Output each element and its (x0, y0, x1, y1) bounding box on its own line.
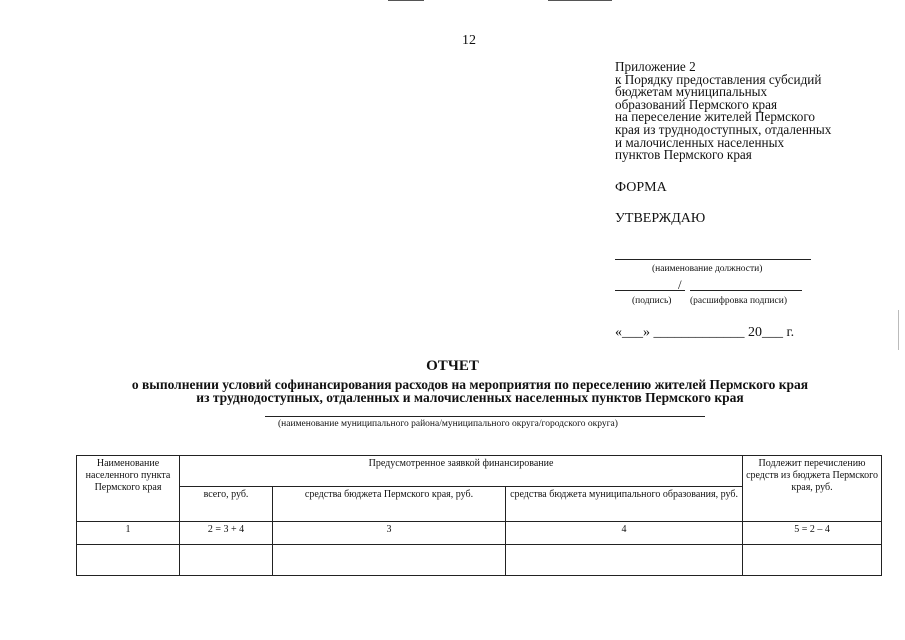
municipality-caption: (наименование муниципального района/муниципального округа/городского округа) (278, 419, 618, 429)
top-rule-right (548, 0, 612, 1)
page-number: 12 (462, 33, 476, 48)
column-number: 1 (77, 522, 180, 545)
document-title: ОТЧЕТ (426, 358, 479, 374)
position-line (615, 259, 811, 260)
subtitle-line: из труднодоступных, отдаленных и малочисленных населенных пунктов Пермского края (196, 390, 744, 405)
table-numbering-row (77, 522, 882, 545)
header-total: всего, руб. (180, 487, 273, 522)
appendix-line: края из труднодоступных, отдаленных (615, 121, 832, 137)
signature-caption: (подпись) (632, 296, 672, 306)
signature-decoding-caption: (расшифровка подписи) (690, 296, 787, 306)
table-cell (77, 545, 180, 576)
signature-decoding-line (690, 290, 802, 291)
subtitle-line: о выполнении условий софинансирования расходов на мероприятия по переселению жителей Пермского края (131, 377, 809, 392)
position-caption: (наименование должности) (652, 264, 763, 274)
appendix-line: на переселение жителей Пермского (615, 109, 816, 125)
table-cell (743, 545, 882, 576)
table-header-row (77, 456, 882, 487)
municipality-line (265, 416, 705, 417)
appendix-block (615, 61, 885, 162)
top-rule-left (388, 0, 424, 1)
page-edge-mark (898, 310, 899, 350)
approve-label: УТВЕРЖДАЮ (615, 211, 706, 226)
appendix-line: Приложение 2 (615, 59, 696, 74)
table-cell (273, 545, 506, 576)
appendix-line: к Порядку предоставления субсидий (615, 71, 822, 87)
table-cell (180, 545, 273, 576)
form-label: ФОРМА (615, 180, 667, 195)
signature-slash: / (678, 277, 682, 292)
header-municipal-budget: средства бюджета муниципального образования, руб. (506, 487, 743, 522)
header-regional-budget: средства бюджета Пермского края, руб. (273, 487, 506, 522)
approval-date-line: «___» _____________ 20___ г. (615, 325, 795, 340)
header-transfer-amount: Подлежит перечислению средств из бюджета Пермского края, руб. (743, 456, 882, 522)
column-number: 2 = 3 + 4 (180, 522, 273, 545)
table-cell (506, 545, 743, 576)
appendix-line: бюджетам муниципальных (615, 84, 768, 100)
document-subtitle (60, 378, 880, 404)
appendix-line: пунктов Пермского края (615, 147, 752, 163)
appendix-line: образований Пермского края (615, 96, 778, 112)
report-table (76, 455, 882, 576)
signature-line (615, 290, 685, 291)
header-financing-group: Предусмотренное заявкой финансирование (180, 456, 743, 487)
header-settlement-name: Наименование населенного пункта Пермского края (77, 456, 180, 522)
column-number: 3 (273, 522, 506, 545)
table-row (77, 545, 882, 576)
appendix-line: и малочисленных населенных (615, 134, 785, 150)
column-number: 5 = 2 – 4 (743, 522, 882, 545)
column-number: 4 (506, 522, 743, 545)
